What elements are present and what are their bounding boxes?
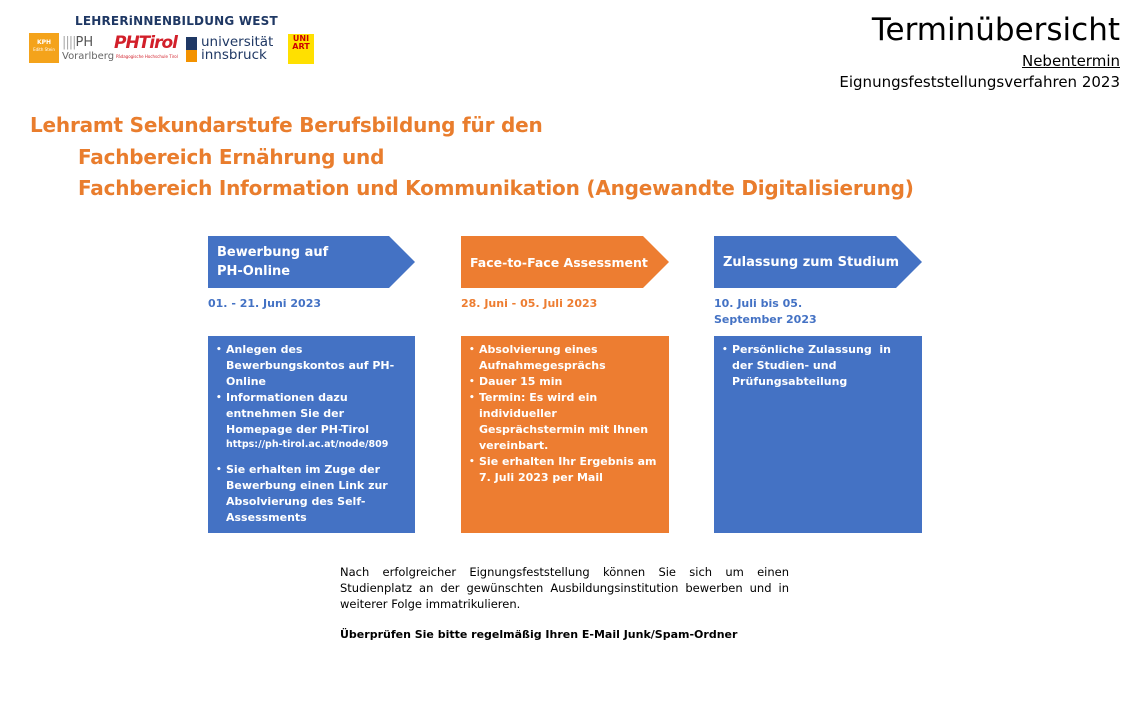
step-1-details — [208, 336, 415, 533]
step-3-date: 10. Juli bis 05. September 2023 — [714, 297, 817, 326]
step-3-label: Zulassung zum Studium — [723, 254, 900, 270]
step-3-bullet-1: • Persönliche Zulassung in der Studien- und Prüfungsabteilung — [722, 342, 914, 390]
kph-logo: KPH Edith Stein — [29, 33, 59, 63]
page-title: Terminübersicht — [871, 12, 1120, 48]
step-bewerbung — [208, 236, 422, 524]
step-2-details — [461, 336, 669, 533]
program-heading-line-2: Fachbereich Ernährung und — [78, 145, 385, 169]
enrollment-note: Nach erfolgreicher Eignungsfeststellung können Sie sich um einen Studienplatz an der gewünschten Ausbildungsinstitution bewerben und in weiterer Folge immatrikulieren. — [340, 565, 789, 611]
uibk-logo: universität innsbruck — [201, 34, 274, 63]
step-arrow-2 — [461, 236, 675, 288]
step-1-date: 01. - 21. Juni 2023 — [208, 297, 321, 310]
lehrerinnenbildung-west-logo: LEHRERiNNENBILDUNG WEST — [75, 14, 278, 28]
uniart-logo: UNI ART — [288, 34, 314, 64]
spam-folder-note: Überprüfen Sie bitte regelmäßig Ihren E-Mail Junk/Spam-Ordner — [340, 628, 738, 641]
uibk-logo-mark — [186, 37, 197, 50]
ph-tirol-logo: PHTirol — [114, 33, 178, 53]
step-2-label: Face-to-Face Assessment — [470, 254, 648, 270]
program-heading-line-3: Fachbereich Information und Kommunikation (Angewandte Digitalisierung) — [78, 176, 914, 200]
page-subtitle-verfahren: Eignungsfeststellungsverfahren 2023 — [839, 73, 1120, 91]
ph-tirol-url: https://ph-tirol.ac.at/node/809 — [226, 439, 389, 450]
page-subtitle-nebentermin: Nebentermin — [1021, 52, 1120, 70]
uibk-logo-mark-accent — [186, 50, 197, 62]
step-2-bullet-4: • Sie erhalten Ihr Ergebnis am 7. Juli 2023 per Mail — [469, 454, 661, 486]
step-1-bullet-2: • Informationen dazu entnehmen Sie der Homepage der PH-Tirol https://ph-tirol.ac.at/node/809 — [216, 390, 407, 452]
step-2-bullet-2: • Dauer 15 min — [469, 374, 661, 390]
step-2-bullet-1: • Absolvierung eines Aufnahmegesprächs — [469, 342, 661, 374]
step-1-bullet-3: • Sie erhalten im Zuge der Bewerbung einen Link zur Absolvierung des Self-Assessments — [216, 462, 407, 526]
partner-logos — [29, 14, 329, 68]
ph-vorarlberg-logo: ||||PH Vorarlberg — [62, 35, 115, 62]
step-3-details — [714, 336, 922, 533]
step-arrow-1 — [208, 236, 422, 288]
step-2-bullet-3: • Termin: Es wird ein individueller Gesprächstermin mit Ihnen vereinbart. — [469, 390, 661, 454]
step-2-date: 28. Juni - 05. Juli 2023 — [461, 297, 598, 310]
step-zulassung — [714, 236, 928, 388]
program-heading-line-1: Lehramt Sekundarstufe Berufsbildung für den — [30, 113, 543, 137]
step-arrow-3 — [714, 236, 928, 288]
step-1-bullet-1: • Anlegen des Bewerbungskontos auf PH-Online — [216, 342, 407, 390]
step-face-to-face — [461, 236, 675, 484]
step-1-label: Bewerbung auf PH-Online — [217, 245, 329, 279]
ph-tirol-subtitle: Pädagogische Hochschule Tirol — [116, 54, 178, 59]
